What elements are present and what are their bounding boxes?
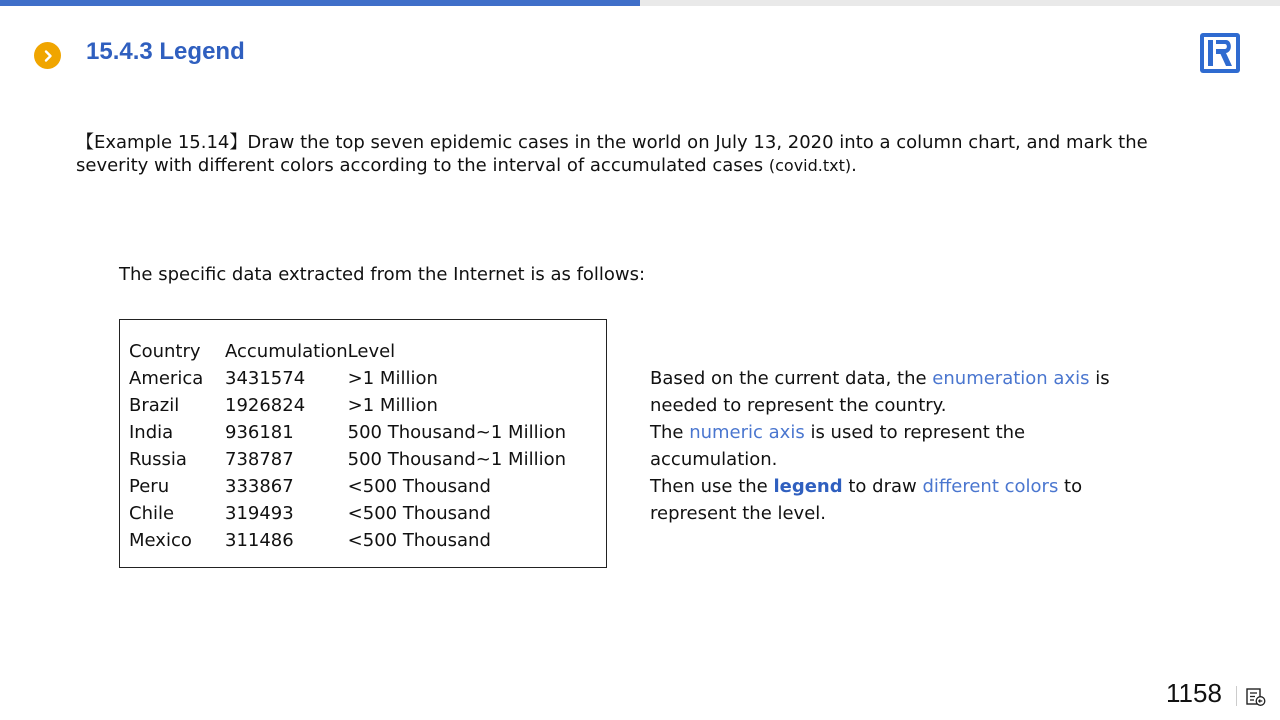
explanation-text: to represent the level. — [650, 476, 1083, 524]
table-cell: 738787 — [225, 449, 294, 470]
table-cell: <500 Thousand — [347, 530, 491, 551]
example-label: Example 15.14 — [94, 132, 230, 153]
table-cell: 319493 — [225, 503, 294, 524]
table-cell: 1926824 — [225, 395, 306, 416]
explanation-line-3 — [650, 473, 1120, 527]
explanation-text: to draw — [842, 476, 923, 497]
notes-icon[interactable] — [1245, 687, 1267, 707]
example-bracket-close: 】 — [229, 132, 248, 153]
table-cell: >1 Million — [347, 368, 438, 389]
enumeration-axis-highlight: enumeration axis — [932, 368, 1090, 389]
explanation-text: is used to represent the accumulation. — [650, 422, 1026, 470]
table-cell: Brazil — [129, 395, 180, 416]
table-cell: 311486 — [225, 530, 294, 551]
table-cell: 936181 — [225, 422, 294, 443]
table-cell: 3431574 — [225, 368, 306, 389]
table-header-cell: Country — [129, 341, 201, 362]
page-number: 1158 — [1166, 678, 1222, 708]
explanation-text: Then use the — [650, 476, 774, 497]
intro-text: The specific data extracted from the Internet is as follows: — [119, 264, 646, 285]
table-cell: >1 Million — [347, 395, 438, 416]
example-paragraph — [76, 131, 1156, 177]
explanation-line-1 — [650, 365, 1120, 419]
table-cell: 333867 — [225, 476, 294, 497]
table-cell: America — [129, 368, 204, 389]
numeric-axis-highlight: numeric axis — [689, 422, 805, 443]
explanation — [650, 365, 1120, 527]
table-row — [129, 446, 566, 473]
table-header-cell: Accumulation — [225, 341, 348, 362]
table-row — [129, 365, 566, 392]
example-file: (covid.txt) — [768, 156, 852, 175]
table-row — [129, 527, 566, 554]
table-cell: 500 Thousand~1 Million — [347, 449, 567, 470]
explanation-line-2 — [650, 419, 1120, 473]
brand-logo — [1199, 32, 1241, 74]
example-end: . — [851, 155, 857, 176]
data-box — [119, 319, 607, 568]
table-cell: Mexico — [129, 530, 192, 551]
table-cell: 500 Thousand~1 Million — [347, 422, 567, 443]
page-title: 15.4.3 Legend — [86, 38, 245, 65]
table-cell: Chile — [129, 503, 175, 524]
table-cell: Peru — [129, 476, 170, 497]
progress-track — [0, 0, 1280, 6]
data-table — [129, 338, 566, 554]
example-text: Draw the top seven epidemic cases in the world on July 13, 2020 into a column chart, and mark the severity with different colors according to the interval of accumulated cases — [76, 132, 1148, 176]
table-cell: India — [129, 422, 174, 443]
explanation-text: is needed to represent the country. — [650, 368, 1110, 416]
table-cell: Russia — [129, 449, 187, 470]
table-row — [129, 500, 566, 527]
table-header-cell: Level — [347, 341, 396, 362]
table-cell: <500 Thousand — [347, 503, 491, 524]
table-header-row — [129, 338, 566, 365]
table-row — [129, 473, 566, 500]
explanation-text: The — [650, 422, 690, 443]
chevron-right-icon — [34, 42, 61, 69]
table-row — [129, 392, 566, 419]
different-colors-highlight: different colors — [922, 476, 1059, 497]
legend-highlight: legend — [773, 476, 843, 497]
example-bracket-open: 【 — [76, 132, 94, 153]
table-row — [129, 419, 566, 446]
footer-divider — [1236, 686, 1237, 706]
explanation-text: Based on the current data, the — [650, 368, 933, 389]
table-cell: <500 Thousand — [347, 476, 491, 497]
progress-fill — [0, 0, 640, 6]
